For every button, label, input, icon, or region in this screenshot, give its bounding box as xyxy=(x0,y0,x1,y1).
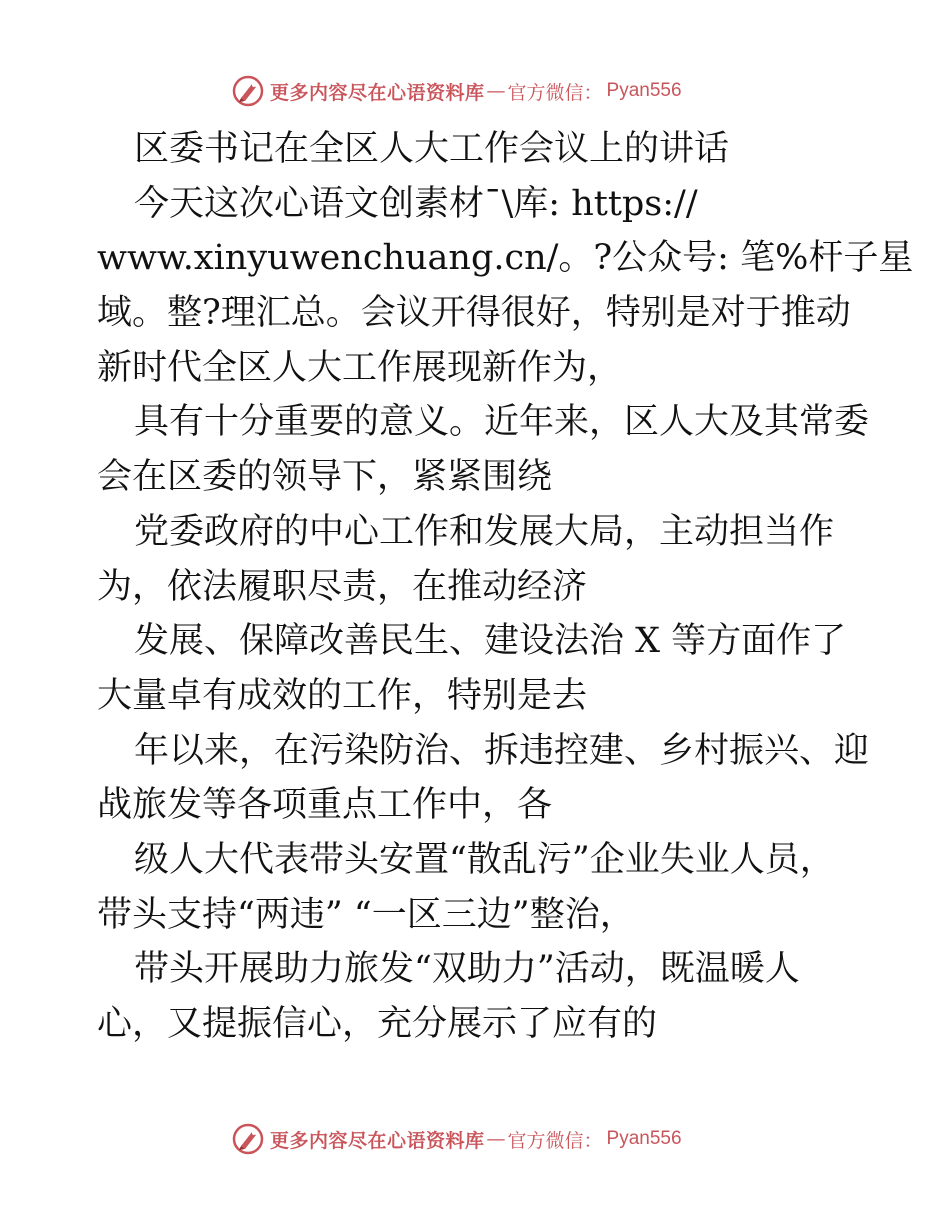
text-line: 会在区委的领导下，紧紧围绕 xyxy=(97,457,553,498)
banner-sub-text: 官方微信： xyxy=(507,1129,603,1152)
text-line: 发展、保障改善民生、建设法治 X 等方面作了 xyxy=(134,621,847,662)
banner-wechat-id: Pyan556 xyxy=(606,80,682,101)
text-line: 具有十分重要的意义。近年来，区人大及其常委 xyxy=(134,402,870,443)
banner-wechat-id: Pyan556 xyxy=(606,1128,682,1149)
text-line: 级人大代表带头安置“散乱污”企业失业人员， xyxy=(134,839,835,880)
text-line: 为，依法履职尽责，在推动经济 xyxy=(97,566,588,607)
text-line: www.xinyuwenchuang.cn/。?公众号: 笔%杆子星 xyxy=(97,238,914,279)
pen-logo-icon xyxy=(232,1123,264,1155)
pen-logo-icon xyxy=(232,75,264,107)
banner-dash: — xyxy=(486,80,506,102)
header-watermark xyxy=(232,71,732,111)
text-line: 党委政府的中心工作和发展大局，主动担当作 xyxy=(134,511,835,552)
banner-main-text: 更多内容尽在心语资料库 xyxy=(270,81,485,104)
text-line: 年以来，在污染防治、拆违控建、乡村振兴、迎 xyxy=(134,730,870,771)
banner-dash: — xyxy=(486,1128,506,1150)
banner-main-text: 更多内容尽在心语资料库 xyxy=(270,1129,485,1152)
text-line: 心，又提振信心，充分展示了应有的 xyxy=(97,1004,658,1044)
footer-watermark xyxy=(232,1119,732,1159)
text-line: 域。整?理汇总。会议开得很好，特别是对于推动 xyxy=(97,293,851,334)
text-line: 带头开展助力旅发“双助力”活动，既温暖人 xyxy=(134,949,800,990)
banner-sub-text: 官方微信： xyxy=(507,81,603,104)
document-body xyxy=(97,122,914,1052)
text-line: 战旅发等各项重点工作中，各 xyxy=(97,785,553,826)
text-line: 带头支持“两违” “一区三边”整治， xyxy=(97,894,635,935)
text-line: 新时代全区人大工作展现新作为， xyxy=(97,347,623,388)
text-line: 今天这次心语文创素材¯\库: https:// xyxy=(134,183,698,224)
text-line: 大量卓有成效的工作，特别是去 xyxy=(97,675,588,716)
document-title: 区委书记在全区人大工作会议上的讲话 xyxy=(134,129,730,169)
